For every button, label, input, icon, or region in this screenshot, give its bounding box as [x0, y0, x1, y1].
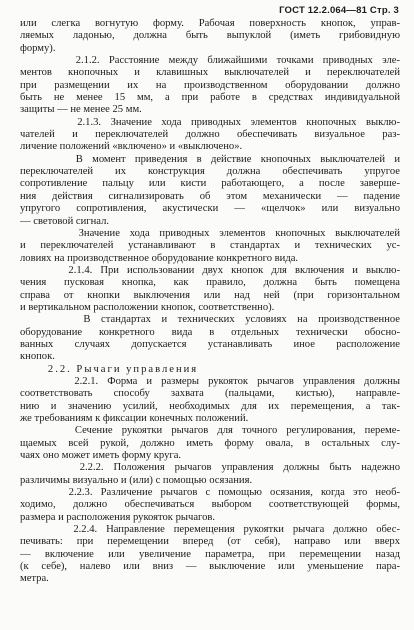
- text-line: упругого сопротивления, акустически — «щелчок» или визуально: [20, 203, 400, 215]
- text-line: ния действия сигнализировать об этом механически — падение: [20, 190, 400, 202]
- text-line: 2.2.2. Положения рычагов управления должны быть надежно: [20, 462, 400, 474]
- text-line: ходимо, должно обеспечиваться выбором соответствующей формы,: [20, 499, 400, 511]
- text-line: ментов кнопочных и клавишных выключателей и переключателей: [20, 67, 400, 79]
- text-line: переключателей их конструкция должна обеспечивать упругое: [20, 166, 400, 178]
- text-line: оборудование конкретного вида в отдельных технически обосно-: [20, 326, 400, 338]
- text-line: и вертикальном расположении кнопок, соответственно).: [20, 301, 275, 313]
- text-line: метра.: [20, 573, 49, 585]
- text-line: щаемых всей рукой, должно иметь форму овала, в остальных слу-: [20, 437, 400, 449]
- text-line: сопротивление пальцу или кисти работающего, а после заверше-: [20, 178, 400, 190]
- text-line: 2.1.2. Расстояние между ближайшими точками приводных эле-: [20, 55, 400, 67]
- text-line: и переключателей устанавливают в стандартах и технических ус-: [20, 240, 400, 252]
- text-line: чателей и переключателей должно обеспечивать визуальное раз-: [20, 129, 400, 141]
- text-line: ванных случаях допускается устанавливать иное расположение: [20, 338, 400, 350]
- body-text: [20, 18, 400, 586]
- text-line: 2.2. Рычаги управления: [20, 363, 199, 375]
- text-line: печивать: при перемещении вперед (от себя), направо или вверх: [20, 536, 400, 548]
- text-line: чения пусковая кнопка, как правило, должна быть помещена: [20, 277, 400, 289]
- text-line: Значение хода приводных элементов кнопочных выключателей: [20, 227, 400, 239]
- text-line: различимы визуально и (или) с помощью осязания.: [20, 474, 253, 486]
- text-line: при размещении их на производственном оборудовании должно: [20, 79, 400, 91]
- text-line: 2.1.4. При использовании двух кнопок для включения и выклю-: [20, 264, 400, 276]
- text-line: 2.2.4. Направление перемещения рукоятки рычага должно обес-: [20, 524, 400, 536]
- text-line: справа от кнопки выключения или над ней (при горизонтальном: [20, 289, 400, 301]
- text-line: ляемых ладонью, должна быть выпуклой (иметь грибовидную: [20, 30, 400, 42]
- text-line: защиты — не менее 25 мм.: [20, 104, 142, 116]
- text-line: В момент приведения в действие кнопочных выключателей и: [20, 153, 400, 165]
- text-line: или слегка вогнутую форму. Рабочая поверхность кнопок, управ-: [20, 18, 400, 29]
- page-number: Стр. 3: [369, 5, 399, 16]
- text-line: личение положений «включено» и «выключено».: [20, 141, 243, 153]
- standard-number: ГОСТ 12.2.064—81: [279, 5, 368, 16]
- text-line: 2.1.3. Значение хода приводных элементов кнопочных выклю-: [20, 116, 400, 128]
- text-line: чаях оно может иметь форму круга.: [20, 450, 182, 462]
- text-line: — световой сигнал.: [20, 215, 110, 227]
- text-line: ловиях на производственное оборудование конкретного вида.: [20, 252, 299, 264]
- text-line: быть не менее 15 мм, а при работе в средствах индивидуальной: [20, 92, 400, 104]
- text-line: 2.2.3. Различение рычагов с помощью осязания, когда это необ-: [20, 487, 400, 499]
- text-line: соответствовать способу захвата (пальцами, кистью), направле-: [20, 388, 400, 400]
- text-line: нию и значению усилий, необходимых для их перемещения, а так-: [20, 400, 400, 412]
- text-line: же требованиям к фиксации конечных положений.: [20, 413, 249, 424]
- text-line: — включение или увеличение параметра, при перемещении назад: [20, 548, 400, 560]
- text-line: форму).: [20, 42, 56, 54]
- text-line: Сечение рукоятки рычагов для точного регулирования, переме-: [20, 425, 400, 437]
- text-line: кнопок.: [20, 351, 55, 363]
- text-line: (к себе), налево или вниз — выключение или уменьшение пара-: [20, 561, 400, 573]
- page-header: [20, 5, 399, 17]
- text-line: В стандартах и технических условиях на производственное: [20, 314, 400, 326]
- text-line: 2.2.1. Форма и размеры рукояток рычагов управления должны: [20, 375, 400, 387]
- text-line: размера и расположения рукояток рычагов.: [20, 511, 216, 523]
